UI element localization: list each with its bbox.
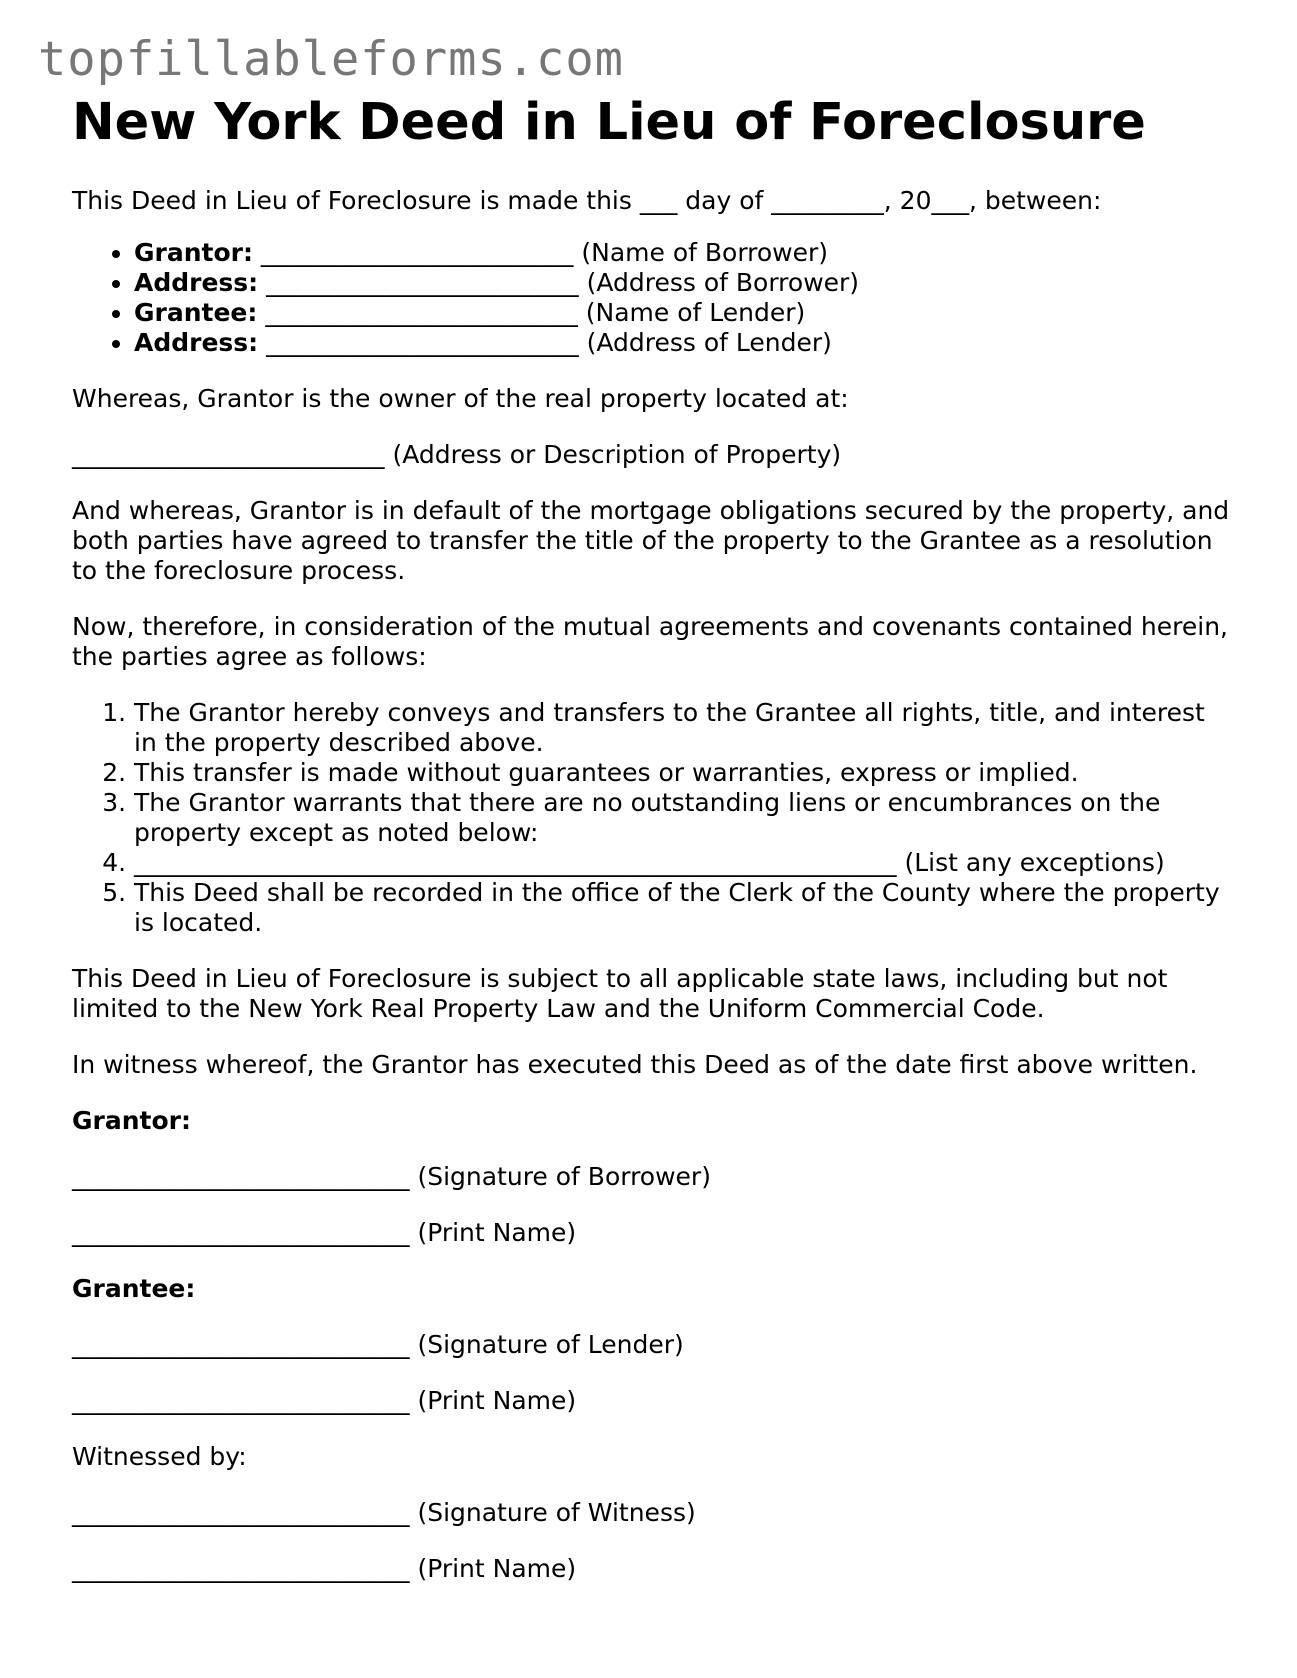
term-item: 2. This transfer is made without guarantees or warranties, express or implied. xyxy=(134,758,1232,788)
party-label: Address: xyxy=(134,328,259,358)
party-grantor xyxy=(134,238,1232,268)
party-value: _________________________ (Address of Lender) xyxy=(258,328,832,358)
party-value: _________________________ (Name of Lender) xyxy=(257,298,806,328)
term-item: 5. This Deed shall be recorded in the office of the Clerk of the County where the property is located. xyxy=(134,878,1232,938)
in-witness-paragraph: In witness whereof, the Grantor has executed this Deed as of the date first above written. xyxy=(72,1050,1198,1080)
terms-list xyxy=(72,698,1232,938)
whereas-paragraph: Whereas, Grantor is the owner of the real property located at: xyxy=(72,384,849,414)
grantee-signature-line: ___________________________ (Signature of Lender) xyxy=(72,1330,684,1360)
site-watermark: topfillableforms.com xyxy=(38,32,624,87)
property-line: _________________________ (Address or Description of Property) xyxy=(72,440,842,470)
document-title: New York Deed in Lieu of Foreclosure xyxy=(72,93,1146,152)
now-therefore-paragraph: Now, therefore, in consideration of the mutual agreements and covenants contained herein, the parties agree as follows: xyxy=(72,612,1229,672)
witness-signature-line: ___________________________ (Signature of Witness) xyxy=(72,1498,696,1528)
party-grantee-address xyxy=(134,328,1232,358)
grantee-print-name-line: ___________________________ (Print Name) xyxy=(72,1386,577,1416)
intro-paragraph: This Deed in Lieu of Foreclosure is made this ___ day of _________, 20___, between: xyxy=(72,186,1102,216)
subject-to-paragraph: This Deed in Lieu of Foreclosure is subject to all applicable state laws, including but not limited to the New York Real Property Law and the Uniform Commercial Code. xyxy=(72,964,1168,1024)
party-label: Address: xyxy=(134,268,259,298)
term-item: 3. The Grantor warrants that there are no outstanding liens or encumbrances on the property except as noted below: xyxy=(134,788,1232,848)
and-whereas-paragraph: And whereas, Grantor is in default of the mortgage obligations secured by the property, and both parties have agreed to transfer the title of the property to the Grantee as a resolution to the foreclosure process. xyxy=(72,496,1230,586)
party-label: Grantee: xyxy=(134,298,258,328)
party-value: _________________________ (Address of Borrower) xyxy=(258,268,860,298)
grantor-heading: Grantor: xyxy=(72,1106,191,1136)
parties-list xyxy=(72,238,1232,358)
grantor-signature-line: ___________________________ (Signature of Borrower) xyxy=(72,1162,711,1192)
grantor-print-name-line: ___________________________ (Print Name) xyxy=(72,1218,577,1248)
term-item: 1. The Grantor hereby conveys and transfers to the Grantee all rights, title, and interest in the property described above. xyxy=(134,698,1232,758)
grantee-heading: Grantee: xyxy=(72,1274,196,1304)
term-item: 4. _____________________________________________________________ (List any exceptions) xyxy=(134,848,1232,878)
party-grantee xyxy=(134,298,1232,328)
document-page xyxy=(72,92,1232,1584)
witnessed-by-label: Witnessed by: xyxy=(72,1442,247,1472)
party-grantor-address xyxy=(134,268,1232,298)
party-value: _________________________ (Name of Borrower) xyxy=(252,238,829,268)
party-label: Grantor: xyxy=(134,238,253,268)
witness-print-name-line: ___________________________ (Print Name) xyxy=(72,1554,577,1584)
